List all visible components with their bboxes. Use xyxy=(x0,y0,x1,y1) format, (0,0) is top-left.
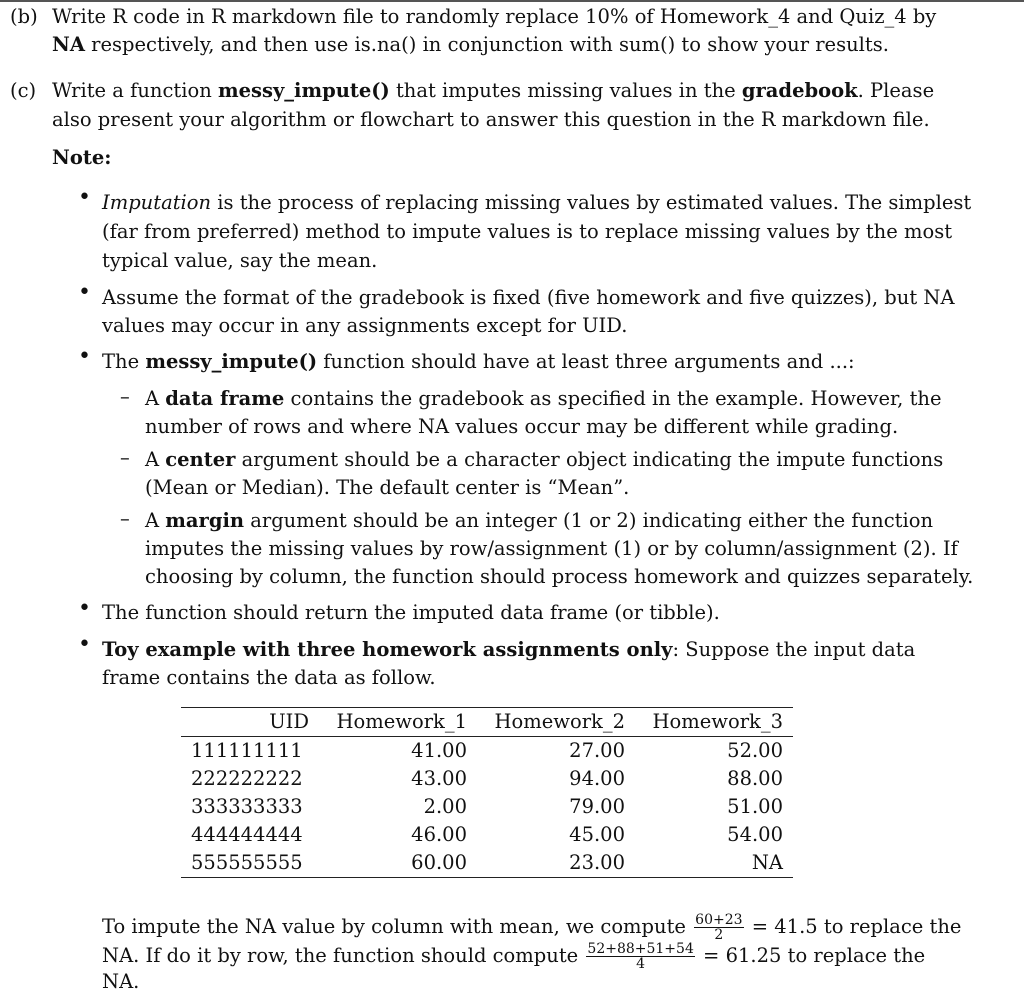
sub2-line1 xyxy=(145,446,943,474)
fraction-column-mean xyxy=(694,913,743,942)
margin-bold: margin xyxy=(165,509,245,532)
bullet1-text1: is the process of replacing missing values by estimated values. The simplest xyxy=(211,191,972,214)
part-b-line2-text: respectively, and then use is.na() in conjunction with sum() to show your results. xyxy=(84,33,889,56)
fraction-denominator: 4 xyxy=(636,956,646,972)
toy-example-bold: Toy example with three homework assignments only xyxy=(102,638,673,661)
bullet-dot: • xyxy=(78,280,91,305)
sub1-line1 xyxy=(145,385,942,413)
column-header: Homework_2 xyxy=(477,708,635,737)
table-cell: 111111111 xyxy=(191,739,303,762)
fraction-numerator: 60+23 xyxy=(695,912,743,928)
top-rule xyxy=(0,0,1024,2)
data-frame-bold: data frame xyxy=(165,387,285,410)
table-row xyxy=(181,737,793,766)
part-b-line2 xyxy=(52,31,889,59)
part-c-label: (c) xyxy=(10,79,37,102)
table-cell: 41.00 xyxy=(411,739,467,762)
table-cell: 54.00 xyxy=(727,823,783,846)
bullet3-line1 xyxy=(102,348,855,376)
sub3-line3: choosing by column, the function should process homework and quizzes separately. xyxy=(145,565,974,588)
sub1-text-a: A xyxy=(145,387,166,410)
table-cell: 52.00 xyxy=(727,739,783,762)
closing-line2 xyxy=(102,942,925,971)
table-cell: 88.00 xyxy=(727,767,783,790)
closing-text-c: NA. If do it by row, the function should compute xyxy=(102,944,585,967)
table-cell: 79.00 xyxy=(569,795,625,818)
sub-bullet-dash: – xyxy=(120,507,130,530)
column-header: Homework_3 xyxy=(635,708,793,737)
table-cell: 43.00 xyxy=(411,767,467,790)
column-header: Homework_1 xyxy=(319,708,477,737)
closing-line3: NA. xyxy=(102,970,140,993)
bullet-dot: • xyxy=(78,632,91,657)
table-row xyxy=(181,821,793,849)
bullet5-text: : Suppose the input data xyxy=(672,638,916,661)
table-row xyxy=(181,849,793,878)
bullet3-text-b: function should have at least three arguments and ...: xyxy=(317,350,855,373)
sub3-text-a: A xyxy=(145,509,166,532)
part-c-line1 xyxy=(52,77,934,105)
bullet3-text-a: The xyxy=(102,350,146,373)
table-cell: 333333333 xyxy=(191,795,303,818)
table-row xyxy=(181,793,793,821)
closing-text-a: To impute the NA value by column with mean, we compute xyxy=(102,915,693,938)
bullet2-line2: values may occur in any assignments except for UID. xyxy=(102,314,628,337)
bullet5-line1 xyxy=(102,636,915,664)
closing-text-b: = 41.5 to replace the xyxy=(745,915,962,938)
closing-line1 xyxy=(102,913,961,942)
bullet-dot: • xyxy=(78,596,91,621)
sub-bullet-dash: – xyxy=(120,446,130,469)
bullet4-line1: The function should return the imputed data frame (or tibble). xyxy=(102,601,720,624)
sub2-text-a: A xyxy=(145,448,166,471)
function-name-bold: messy_impute() xyxy=(217,79,390,102)
gradebook-bold: gradebook xyxy=(741,79,858,102)
table-cell: 60.00 xyxy=(411,851,467,874)
sub-bullet-dash: – xyxy=(120,385,130,408)
part-c-text-a: Write a function xyxy=(52,79,218,102)
sub2-line2: (Mean or Median). The default center is “Mean”. xyxy=(145,476,630,499)
part-c-line2: also present your algorithm or flowchart to answer this question in the R markdown file. xyxy=(52,108,930,131)
table-cell: 222222222 xyxy=(191,767,303,790)
part-c-text-c: . Please xyxy=(857,79,935,102)
function-name-bold: messy_impute() xyxy=(145,350,318,373)
bullet-dot: • xyxy=(78,344,91,369)
table-cell: 2.00 xyxy=(423,795,467,818)
sub1-text-b: contains the gradebook as specified in the example. However, the xyxy=(284,387,942,410)
bullet1-line1 xyxy=(102,189,971,217)
table-cell: 23.00 xyxy=(569,851,625,874)
column-header: UID xyxy=(181,708,319,737)
part-c-text-b: that imputes missing values in the xyxy=(389,79,742,102)
sub3-line2: imputes the missing values by row/assignment (1) or by column/assignment (2). If xyxy=(145,537,958,560)
part-b-label: (b) xyxy=(10,5,38,28)
sub3-text-b: argument should be an integer (1 or 2) indicating either the function xyxy=(244,509,934,532)
bullet5-line2: frame contains the data as follow. xyxy=(102,666,436,689)
table-cell: 555555555 xyxy=(191,851,303,874)
part-b-line1: Write R code in R markdown file to randomly replace 10% of Homework_4 and Quiz_4 by xyxy=(52,5,937,28)
bullet-dot: • xyxy=(78,185,91,210)
table-cell: 27.00 xyxy=(569,739,625,762)
na-bold: NA xyxy=(52,33,85,56)
closing-text-d: = 61.25 to replace the xyxy=(696,944,926,967)
bullet2-line1: Assume the format of the gradebook is fixed (five homework and five quizzes), but NA xyxy=(102,286,955,309)
table-cell: NA xyxy=(751,851,783,874)
table-cell: 444444444 xyxy=(191,823,303,846)
sub2-text-b: argument should be a character object indicating the impute functions xyxy=(235,448,944,471)
bullet1-line2: (far from preferred) method to impute values is to replace missing values by the most xyxy=(102,220,953,243)
imputation-italic: Imputation xyxy=(102,191,212,214)
table-cell: 46.00 xyxy=(411,823,467,846)
table-cell: 51.00 xyxy=(727,795,783,818)
bullet1-line3: typical value, say the mean. xyxy=(102,249,378,272)
sub1-line2: number of rows and where NA values occur may be different while grading. xyxy=(145,415,899,438)
table-cell: 45.00 xyxy=(569,823,625,846)
sub3-line1 xyxy=(145,507,933,535)
fraction-row-mean xyxy=(586,942,694,971)
note-heading: Note: xyxy=(52,146,112,169)
center-bold: center xyxy=(165,448,236,471)
fraction-denominator: 2 xyxy=(714,927,724,943)
table-header-row xyxy=(181,708,793,737)
table-cell: 94.00 xyxy=(569,767,625,790)
table-row xyxy=(181,765,793,793)
gradebook-table xyxy=(181,707,793,878)
fraction-numerator: 52+88+51+54 xyxy=(587,941,694,957)
